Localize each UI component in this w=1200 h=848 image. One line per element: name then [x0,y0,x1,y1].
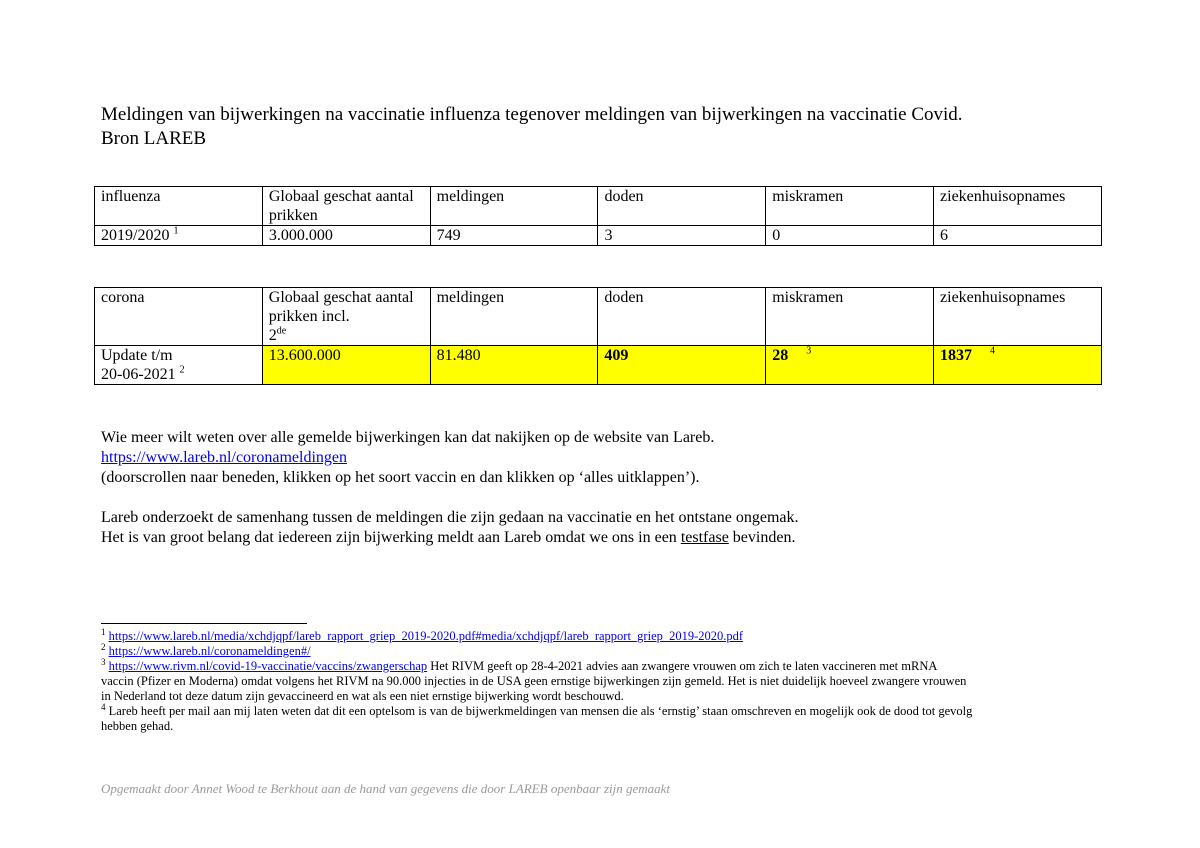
footnotes [101,626,1101,734]
footnote-1 [101,626,1101,644]
corona-table [94,287,1102,385]
footnote-ref: 2 [179,364,185,376]
row-label-cell [95,346,263,385]
data-cell: 749 [430,226,598,246]
corona-data-row [95,346,1102,385]
header-cell: influenza [95,187,263,226]
footnote-ref: 4 [990,345,996,357]
header-cell: Globaal geschat aantal prikken [262,187,430,226]
header-cell: doden [598,187,766,226]
footnote-1-link[interactable]: https://www.lareb.nl/media/xchdjqpf/lareb_rapport_griep_2019-2020.pdf#media/xchdjqpf/lareb_rapport_griep_2019-2020.pdf [108,629,744,643]
lareb-line-2 [101,528,799,548]
ziekenhuis-value: 1837 [940,347,973,364]
header-text: Globaal geschat aantal prikken incl. [268,289,414,325]
data-cell: 6 [934,226,1102,246]
lareb-line-2-end: bevinden. [728,529,796,546]
footnote-number: 4 [101,701,106,712]
footnote-ref: 1 [173,225,179,237]
data-cell-meldingen: 81.480 [430,346,598,385]
footnote-3-text: Het RIVM geeft op 28-4-2021 advies aan zwangere vrouwen om zich te laten vaccineren met mRNA [427,659,938,673]
testfase-text: testfase [680,529,729,546]
header-cell: doden [598,288,766,346]
header-cell: ziekenhuisopnames [934,187,1102,226]
lareb-line-2-start: Het is van groot belang dat iedereen zijn bijwerking meldt aan Lareb omdat we ons in een [101,529,681,546]
footnote-divider [101,623,307,624]
header-cell-prikken [262,288,430,346]
data-cell-prikken: 13.600.000 [262,346,430,385]
header-sup: de [276,325,287,337]
lareb-line-1: Lareb onderzoekt de samenhang tussen de meldingen die zijn gedaan na vaccinatie en het ontstane ongemak. [101,509,799,526]
header-cell: ziekenhuisopnames [934,288,1102,346]
header-cell: meldingen [430,288,598,346]
data-cell-ziekenhuis [934,346,1102,385]
title-line-1: Meldingen van bijwerkingen na vaccinatie influenza tegenover meldingen van bijwerkingen na vaccinatie Covid. [101,104,963,125]
footnote-3-line2: vaccin (Pfizer en Moderna) omdat volgens het RIVM na 90.000 injecties in de USA geen ernstige bijwerkingen zijn gemeld. Het is niet duidelijk hoeveel zwangere vrouwen [101,674,967,688]
footnote-4-text: Lareb heeft per mail aan mij laten weten dat dit een optelsom is van de bijwerkmeldingen van mensen die als ‘ernstig’ staan omschreven en mogelijk ook de dood tot gevolg [105,704,973,718]
row-label: 2019/2020 [101,227,170,244]
footnote-2-link[interactable]: https://www.lareb.nl/coronameldingen#/ [108,644,311,658]
lareb-paragraph [101,508,799,548]
lareb-coronameldingen-link[interactable]: https://www.lareb.nl/coronameldingen [101,449,348,466]
footnote-number: 1 [101,626,106,637]
influenza-header-row [95,187,1102,226]
corona-header-row [95,288,1102,346]
data-cell: 0 [766,226,934,246]
data-cell: 3 [598,226,766,246]
footnote-4 [101,701,1101,719]
document-title [101,103,963,151]
header-cell: miskramen [766,187,934,226]
header-cell: miskramen [766,288,934,346]
footnote-number: 2 [101,641,106,652]
header-text-line2: 2 [268,327,277,344]
footnote-3-link[interactable]: https://www.rivm.nl/covid-19-vaccinatie/vaccins/zwangerschap [108,659,428,673]
data-cell-doden: 409 [598,346,766,385]
footnote-3-line3: in Nederland tot deze datum zijn gevaccineerd en wat als een niet ernstige bijwerking wordt beschouwd. [101,689,624,703]
info-line-1: Wie meer wilt weten over alle gemelde bijwerkingen kan dat nakijken op de website van Lareb. [101,429,715,446]
footnote-3 [101,656,1101,674]
info-paragraph [101,428,714,488]
header-cell: meldingen [430,187,598,226]
footnote-4-line2: hebben gehad. [101,719,174,733]
page-footer: Opgemaakt door Annet Wood te Berkhout aan de hand van gegevens die door LAREB openbaar zijn gemaakt [101,781,671,796]
influenza-table [94,186,1102,246]
info-line-3: (doorscrollen naar beneden, klikken op het soort vaccin en dan klikken op ‘alles uitklappen’). [101,469,700,486]
data-cell: 3.000.000 [262,226,430,246]
title-line-2: Bron LAREB [101,128,207,149]
data-cell-miskramen [766,346,934,385]
footnote-2 [101,641,1101,659]
miskramen-value: 28 [772,347,789,364]
header-cell: corona [95,288,263,346]
footnote-number: 3 [101,656,106,667]
footnote-ref: 3 [806,345,812,357]
row-label-line1: Update t/m [101,347,173,364]
row-label-line2: 20-06-2021 [101,366,176,383]
influenza-data-row [95,226,1102,246]
row-label-cell [95,226,263,246]
